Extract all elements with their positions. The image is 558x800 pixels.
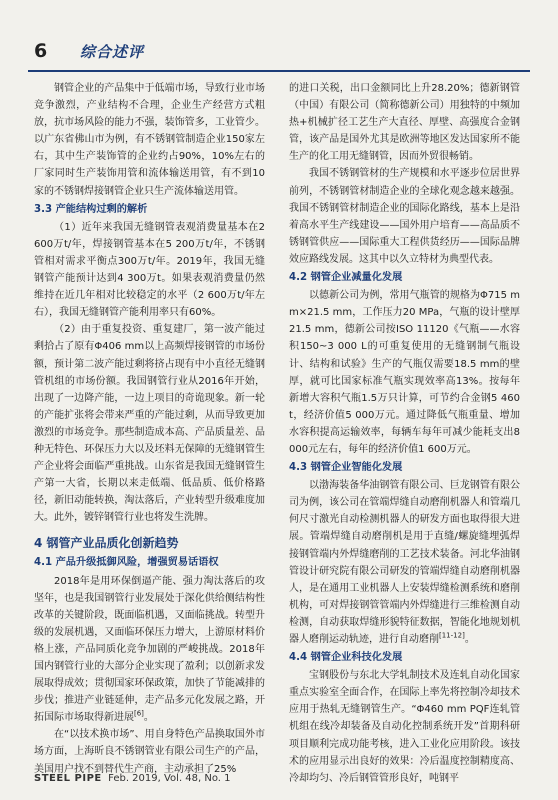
right-column bbox=[289, 80, 520, 787]
paragraph: 以德新公司为例，常用气瓶管的规格为Φ715 mm×21.5 mm，工作压力20 MPa，气瓶的设计壁厚21.5 mm，德新公司按ISO 11120《气瓶——水容积150~3 000 L的可重复使用的无缝钢制气瓶设计、结构和试验》生产的气瓶仅需要18.5 mm的壁厚，就可比国家标准气瓶实现效率高13%。按每年新增大容积气瓶1.5万只计算，可节约合金钢5 460 t，经济价值5 000万元。通过降低气瓶重量、增加水容积提高运输效率，每辆车每年可减少能耗支出8 000元左右，每年的经济价值1 600万元。 bbox=[289, 290, 520, 455]
paragraph: 宝钢股份与东北大学轧制技术及连轧自动化国家重点实验室全面合作，在国际上率先将控制冷却技术应用于热轧无缝钢管生产。“Φ460 mm PQF连轧管机组在线冷却装备及自动化控制系统开发”首期科研项目顺利完成功能考核，进入工业化应用阶段。该技术的应用显示出良好的效果：冷后温度控制精度高、冷却均匀、冷后钢管管形良好，吨钢平 bbox=[289, 670, 520, 784]
subsection-heading-4-1: 4.1 产品升级抵御风险，增强贸易话语权 bbox=[34, 557, 219, 569]
journal-name: STEEL PIPE bbox=[34, 773, 102, 784]
paragraph bbox=[289, 477, 520, 648]
subsection-heading-3-3: 3.3 产能结构过剩的解析 bbox=[34, 203, 148, 215]
page-number: 6 bbox=[34, 40, 48, 62]
paragraph: 钢管企业的产品集中于低端市场，导致行业市场竞争激烈，产业结构不合理，企业生产经营方式粗放，抗市场风险的能力不强，装饰管多，工业管少。以广东省佛山市为例，有不锈钢管制造企业150家左右，其中生产装饰管的企业约占90%，10%左右的厂家同时生产装饰用管和流体输送用管，有不到10家的不锈钢焊接钢管企业只生产流体输送用管。 bbox=[34, 83, 265, 197]
paragraph-text: 2018年是用环保倒逼产能、强力淘汰落后的攻坚年，也是我国钢管行业发展处于深化供给侧结构性改革的关键阶段，既面临机遇，又面临挑战。转型升级的发展机遇，又面临环保压力增大，上游原材料价格上涨，产品同质化竞争加剧的严峻挑战。2018年国内钢管行业的大部分企业实现了盈利；以创新求发展取得成效；贯彻国家环保政策，加快了节能减排的步伐；推进产业链延伸，走产品多元化发展之路，开拓国际市场取得新进展 bbox=[34, 575, 265, 724]
subsection-heading-4-3: 4.3 钢管企业智能化发展 bbox=[289, 462, 403, 474]
citation-ref: [11-12] bbox=[439, 631, 465, 640]
section-heading-4: 4 钢管产业品质化创新趋势 bbox=[34, 536, 179, 551]
subsection-heading-4-2: 4.2 钢管企业减量化发展 bbox=[289, 272, 403, 284]
paragraph-end: 。 bbox=[464, 634, 475, 645]
paragraph: 我国不锈钢管材的生产规模和水平逐步位居世界前列，不锈钢管材制造企业的全球化观念越来越强。我国不锈钢管材制造企业的国际化路线，基本上是沿着高水平生产线建设——国外用户培育——高品质不锈钢管供应——国际重大工程供货经历——国际品牌效应路线发展。这其中以久立特材为典型代表。 bbox=[289, 168, 520, 265]
subsection-heading-4-4: 4.4 钢管企业科技化发展 bbox=[289, 652, 403, 664]
page-header bbox=[0, 36, 558, 76]
section-title: 综合述评 bbox=[80, 43, 145, 61]
header-divider bbox=[28, 70, 530, 72]
issue-info: Feb. 2019, Vol. 48, No. 1 bbox=[108, 773, 231, 784]
paragraph: 的进口关税，出口金额同比上升28.20%；德新钢管（中国）有限公司（简称德新公司）用独特的中频加热+机械扩径工艺生产大直径、厚壁、高强度合金钢管，该产品是国外尤其是欧洲等地区发达国家所不能生产的化工用无缝钢管，因而外贸很畅销。 bbox=[289, 83, 520, 163]
paragraph: （1）近年来我国无缝钢管表观消费量基本在2 600万t/年，焊接钢管基本在5 200万t/年，不锈钢管相对需求平衡点300万t/年。2019年，我国无缝钢管产能预计达到4 300万t。如果表观消费量仍然维持在近几年相对比较稳定的水平（2 600万t/年左右），我国无缝钢管产能利用率只有60%。 bbox=[34, 221, 265, 319]
paragraph-text: 以渤海装备华油钢管有限公司、巨龙钢管有限公司为例，该公司在管端焊缝自动磨削机器人和管端几何尺寸激光自动检测机器人的研发方面也取得很大进展。管端焊缝自动磨削机是用于直缝/螺旋缝埋弧焊接钢管端内外焊缝磨削的工艺技术装备。河北华油钢管设计研究院有限公司研发的管端焊缝自动磨削机器人，是在通用工业机器人上安装焊缝检测系统和磨削机构，可对焊接钢管管端内外焊缝进行三维检测自动检测，自动获取焊缝形貌特征数据，智能化地规划机器人磨削运动轨迹，进行自动磨削 bbox=[289, 480, 520, 645]
page-footer bbox=[34, 773, 231, 784]
citation-ref: [6] bbox=[134, 709, 144, 718]
paragraph bbox=[34, 573, 265, 727]
left-column bbox=[34, 80, 265, 778]
paragraph: 在“以技术换市场”、用自身特色产品换取国外市场方面，上海昕良不锈钢管业有限公司生产的产品，美国用户找不到替代生产商，主动承担了25% bbox=[34, 729, 265, 775]
paragraph-end: 。 bbox=[143, 712, 154, 724]
paragraph: （2）由于重复投资、重复建厂，第一波产能过剩拾占了原有Φ406 mm以上高频焊接钢管的市场份额，预计第二波产能过剩将挤占现有中小直径无缝钢管机组的市场份额。我国钢管行业从2016年开始，出现了一边降产能，一边上项目的奇诡现象。新一轮的产能扩张将会带来严重的产能过剩，从而导致更加激烈的市场竞争。那些制造成本高、产品质量差、品种无特色、环保压力大以及坯料无保障的无缝钢管生产企业将会面临严重挑战。山东省是我国无缝钢管生产第一大省，长期以来走低端、低品质、低价格路径，新旧动能转换，淘汰落后，产业转型升级难度加大。此外，镀锌钢管行业也将发生洗牌。 bbox=[34, 324, 265, 524]
